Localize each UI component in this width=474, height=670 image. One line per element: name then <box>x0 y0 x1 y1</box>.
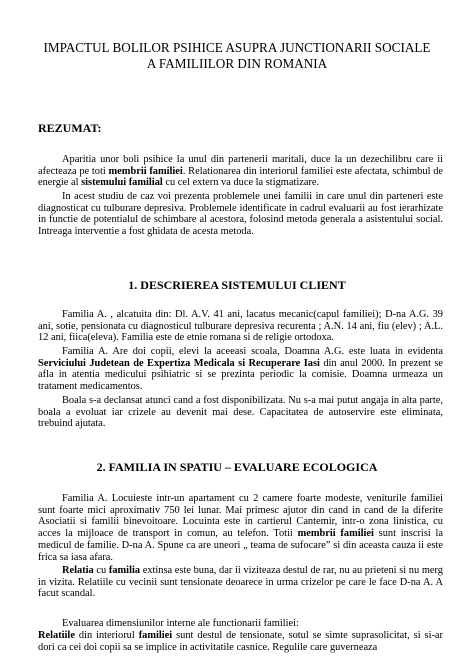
section-1-paragraph-2: Familia A. Are doi copii, elevi la aceeasi scoala, Doamna A.G. este luata in evidenta Serviciului Judetean de Expertiza Medicala si Recuperare Iasi din anul 2000. In prezent se afla in atentia medicului psihiatric si se prezinta periodic la comisie. Doamna urmeaza un tratament medicamentos. <box>38 346 443 393</box>
section-2-heading: 2. FAMILIA IN SPATIU – EVALUARE ECOLOGICA <box>96 460 378 474</box>
document-title <box>20 40 454 72</box>
rezumat-paragraph-2: In acest studiu de caz voi prezenta problemele unei familii in care unul din parteneri este diagnosticat cu tulburare depresiva. Problemele identificate in cadrul evaluarii au fost ierarhizate in functie de potentialul de schimbare al acestora, folosind metoda generala a asistentului social. Intreaga interventie a fost ghidata de acesta metoda. <box>38 191 443 238</box>
rezumat-heading: REZUMAT: <box>38 121 102 135</box>
title-line-1: IMPACTUL BOLILOR PSIHICE ASUPRA JUNCTIONARII SOCIALE <box>43 40 431 55</box>
rezumat-paragraph-1: Aparitia unor boli psihice la unul din partenerii maritali, duce la un dezechilibru care ii afecteaza pe toti membrii familiei. Relationarea din interiorul familiei este afectata, schimbul de energie al sistemului familial cu cel extern va duce la stigmatizare. <box>38 154 444 189</box>
section-1-paragraph-3: Boala s-a declansat atunci cand a fost disponibilizata. Nu s-a mai putut angaja in alta parte, boala a evoluat iar crizele au devenit mai dese. Capacitatea de autoservire este eliminata, trebuind ajutata. <box>38 395 443 430</box>
section-1-heading: 1. DESCRIEREA SISTEMULUI CLIENT <box>128 278 346 292</box>
section-2-paragraph-4: Relatiile din interiorul familiei sunt destul de tensionate, sotul se simte suprasolicitat, si si-ar dori ca cei doi copii sa se implice in activitatile casnice. Regulile care guverneaza <box>38 630 443 653</box>
section-2-paragraph-2: Relatia cu familia extinsa este buna, dar ii viziteaza destul de rar, nu au prieteni si nu merg in vizita. Relatiile cu vecinii sunt tensionate deoarece in urma crizelor pe care le face D-na A. A facut scandal. <box>38 565 443 600</box>
section-2-paragraph-3: Evaluarea dimensiunilor interne ale functionarii familiei: <box>62 618 299 629</box>
title-line-2: A FAMILIILOR DIN ROMANIA <box>146 56 328 71</box>
section-1-paragraph-1: Familia A. , alcatuita din: Dl. A.V. 41 ani, lacatus mecanic(capul familiei); D-na A.G. 39 ani, sotie, pensionata cu diagnosticul tulburare depresiva recurenta ; A.N. 14 ani, fiu (elev) ; A.L. 12 ani, fiica(eleva). Familia este de etnie romana si de religie ortodoxa. <box>38 309 443 344</box>
section-2-paragraph-1: Familia A. Locuieste intr-un apartament cu 2 camere foarte modeste, veniturile familiei sunt foarte mici aproximativ 750 lei lunar. Mai primesc ajutor din cand in cand de la diferite Asociatii si familii binevoitoare. Locuinta este in cartierul Cantemir, intr-o zona linistica, cu acces la mijloace de transport in comun, au telefon. Totii membrii familiei sunt inscrisi la medicul de familie. D-na A. Spune ca are uneori „ teama de sufocare” si din aceasta cauza ii este frica sa iasa afara. <box>38 493 444 563</box>
